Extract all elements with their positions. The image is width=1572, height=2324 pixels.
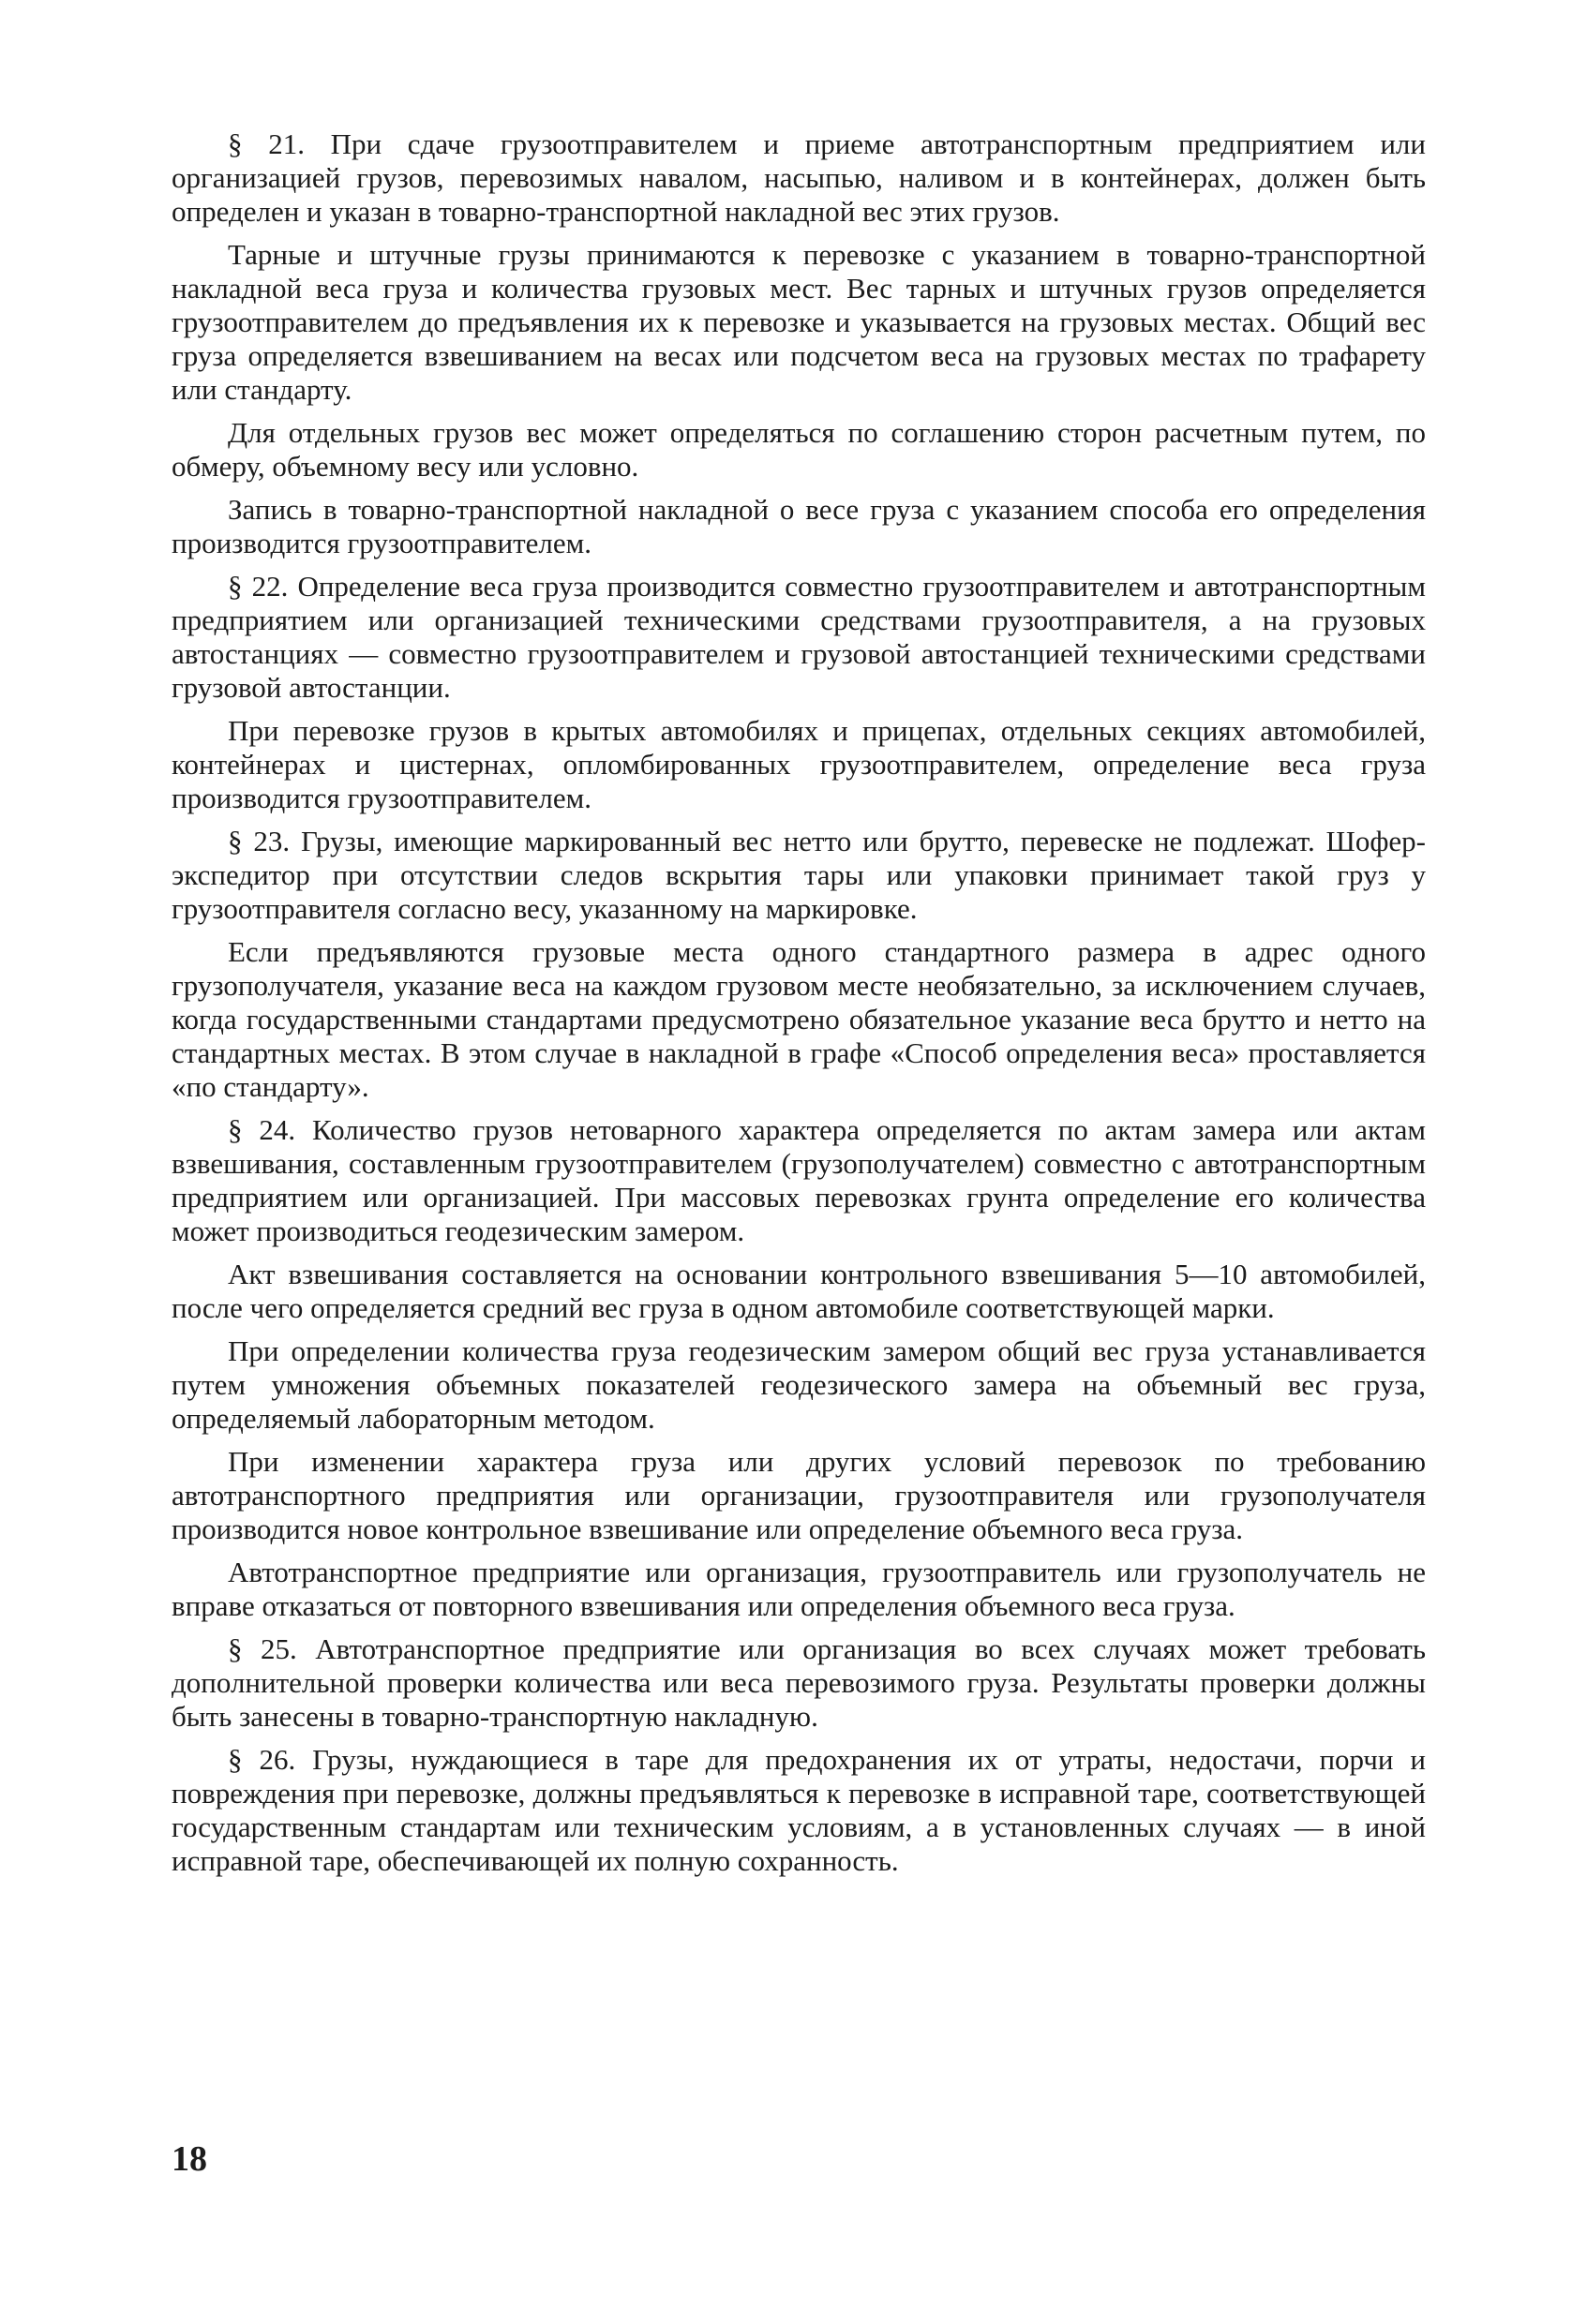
paragraph: При изменении характера груза или других условий перевозок по требованию автотранспортного предприятия или организации, грузоотправителя или грузополучателя производится новое контрольное взвешивание или определение объемного веса груза. — [172, 1445, 1426, 1545]
paragraph: Тарные и штучные грузы принимаются к перевозке с указанием в товарно-транспортной накладной веса груза и количества грузовых мест. Вес тарных и штучных грузов определяется грузоотправителем до предъявления их к перевозке и указывается на грузовых местах. Общий вес груза определяется взвешиванием на весах или подсчетом веса на грузовых местах по трафарету или стандарту. — [172, 238, 1426, 406]
body-text — [172, 127, 1426, 1887]
paragraph-section-24: § 24. Количество грузов нетоварного характера определяется по актам замера или актам взвешивания, составленным грузоотправителем (грузополучателем) совместно с автотранспортным предприятием или организацией. При массовых перевозках грунта определение его количества может производиться геодезическим замером. — [172, 1113, 1426, 1247]
paragraph: При перевозке грузов в крытых автомобилях и прицепах, отдельных секциях автомобилей, контейнерах и цистернах, опломбированных грузоотправителем, определение веса груза производится грузоотправителем. — [172, 714, 1426, 814]
paragraph: Для отдельных грузов вес может определяться по соглашению сторон расчетным путем, по обмеру, объемному весу или условно. — [172, 416, 1426, 483]
paragraph: При определении количества груза геодезическим замером общий вес груза устанавливается путем умножения объемных показателей геодезического замера на объемный вес груза, определяемый лабораторным методом. — [172, 1334, 1426, 1435]
paragraph-section-22: § 22. Определение веса груза производится совместно грузоотправителем и автотранспортным предприятием или организацией техническими средствами грузоотправителя, а на грузовых автостанциях — совместно грузоотправителем и грузовой автостанцией техническими средствами грузовой автостанции. — [172, 570, 1426, 704]
paragraph: Автотранспортное предприятие или организация, грузоотправитель или грузополучатель не вправе отказаться от повторного взвешивания или определения объемного веса груза. — [172, 1556, 1426, 1622]
paragraph-section-23: § 23. Грузы, имеющие маркированный вес нетто или брутто, перевеске не подлежат. Шофер-экспедитор при отсутствии следов вскрытия тары или упаковки принимает такой груз у грузоотправителя согласно весу, указанному на маркировке. — [172, 825, 1426, 925]
paragraph: Если предъявляются грузовые места одного стандартного размера в адрес одного грузополучателя, указание веса на каждом грузовом месте необязательно, за исключением случаев, когда государственными стандартами предусмотрено обязательное указание веса брутто и нетто на стандартных местах. В этом случае в накладной в графе «Способ определения веса» проставляется «по стандарту». — [172, 935, 1426, 1103]
paragraph-section-25: § 25. Автотранспортное предприятие или организация во всех случаях может требовать дополнительной проверки количества или веса перевозимого груза. Результаты проверки должны быть занесены в товарно-транспортную накладную. — [172, 1632, 1426, 1733]
paragraph: Акт взвешивания составляется на основании контрольного взвешивания 5—10 автомобилей, после чего определяется средний вес груза в одном автомобиле соответствующей марки. — [172, 1258, 1426, 1324]
page-number: 18 — [172, 2139, 207, 2179]
paragraph-section-26: § 26. Грузы, нуждающиеся в таре для предохранения их от утраты, недостачи, порчи и повреждения при перевозке, должны предъявляться к перевозке в исправной таре, соответствующей государственным стандартам или техническим условиям, а в установленных случаях — в иной исправной таре, обеспечивающей их полную сохранность. — [172, 1743, 1426, 1877]
paragraph-section-21: § 21. При сдаче грузоотправителем и приеме автотранспортным предприятием или организацией грузов, перевозимых навалом, насыпью, наливом и в контейнерах, должен быть определен и указан в товарно-транспортной накладной вес этих грузов. — [172, 127, 1426, 228]
paragraph: Запись в товарно-транспортной накладной о весе груза с указанием способа его определения производится грузоотправителем. — [172, 493, 1426, 559]
